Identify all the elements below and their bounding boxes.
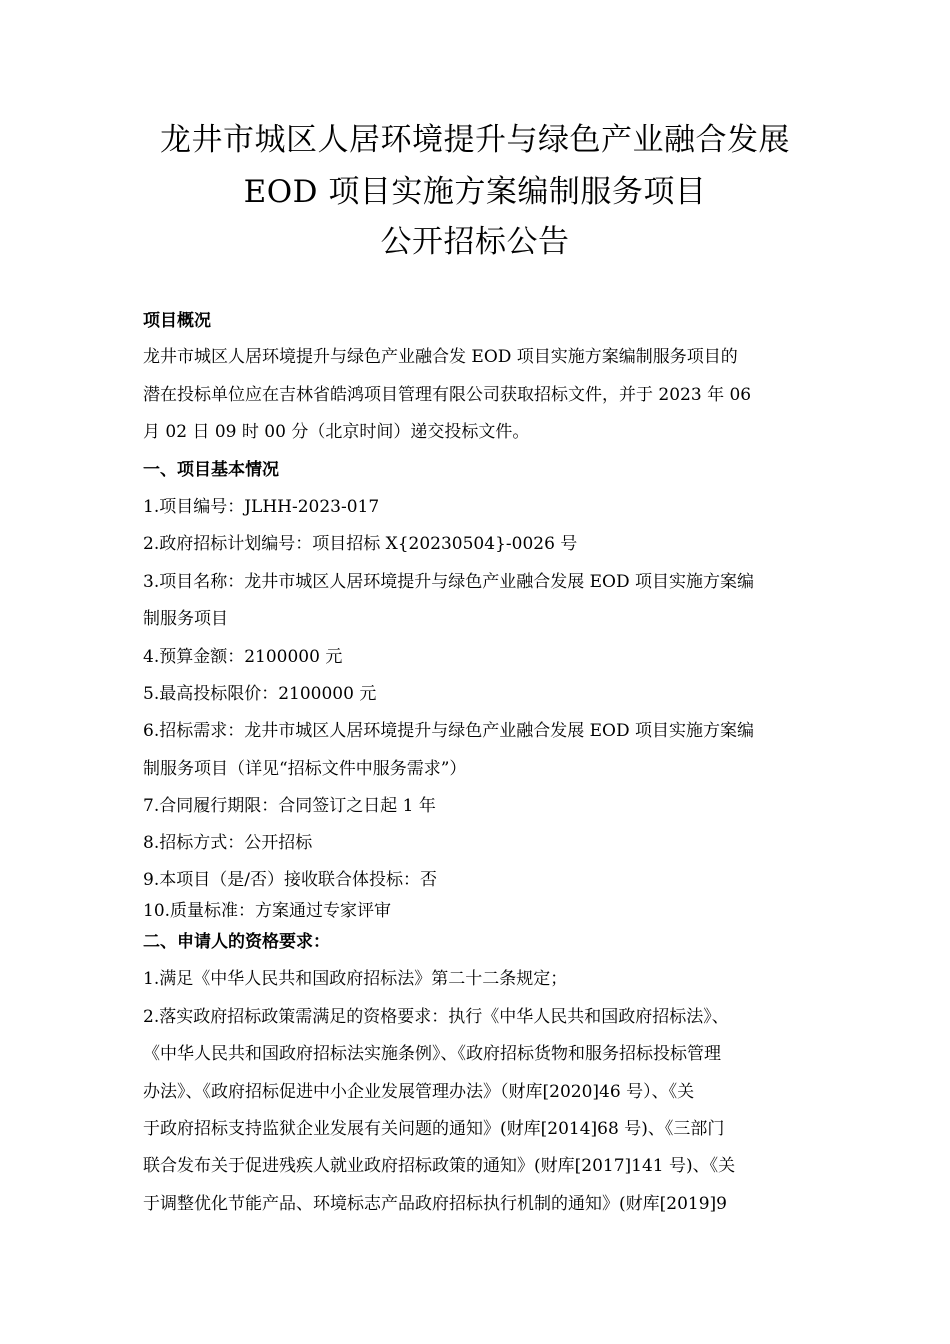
section1-line: 7.合同履行期限：合同签订之日起 1 年 — [143, 796, 436, 816]
section1-heading: 一、项目基本情况 — [143, 460, 279, 480]
section1-line: 3.项目名称：龙井市城区人居环境提升与绿色产业融合发展 EOD 项目实施方案编 — [143, 572, 755, 592]
section1-line: 10.质量标准：方案通过专家评审 — [143, 901, 392, 921]
section1-line: 8.招标方式：公开招标 — [143, 833, 313, 853]
overview-heading: 项目概况 — [143, 311, 211, 331]
section1-line: 制服务项目（详见“招标文件中服务需求”） — [143, 759, 467, 779]
overview-line: 月 02 日 09 时 00 分（北京时间）递交投标文件。 — [143, 422, 530, 442]
section2-line: 《中华人民共和国政府招标法实施条例》、《政府招标货物和服务招标投标管理 — [143, 1044, 721, 1064]
title-text: EOD 项目实施方案编制服务项目 — [243, 174, 707, 210]
title-line-1 — [0, 120, 950, 160]
section1-line: 4.预算金额：2100000 元 — [143, 647, 343, 667]
section1-line: 2.政府招标计划编号：项目招标 X{20230504}-0026 号 — [143, 534, 578, 554]
section2-line: 联合发布关于促进残疾人就业政府招标政策的通知》(财库[2017]141 号)、《关 — [143, 1156, 736, 1176]
section2-line: 2.落实政府招标政策需满足的资格要求：执行《中华人民共和国政府招标法》、 — [143, 1007, 729, 1027]
title-text: 龙井市城区人居环境提升与绿色产业融合发展 — [160, 122, 790, 158]
section1-line: 1.项目编号：JLHH-2023-017 — [143, 497, 380, 517]
overview-line: 潜在投标单位应在吉林省皓鸿项目管理有限公司获取招标文件，并于 2023 年 06 — [143, 385, 752, 405]
section2-line: 于调整优化节能产品、环境标志产品政府招标执行机制的通知》(财库[2019]9 — [143, 1194, 727, 1214]
overview-line: 龙井市城区人居环境提升与绿色产业融合发 EOD 项目实施方案编制服务项目的 — [143, 347, 738, 367]
title-line-3 — [0, 222, 950, 262]
section2-line: 办法》、《政府招标促进中小企业发展管理办法》（财库[2020]46 号）、《关 — [143, 1082, 695, 1102]
section1-line: 9.本项目（是/否）接收联合体投标：否 — [143, 870, 437, 890]
section2-heading: 二、申请人的资格要求： — [143, 932, 330, 952]
title-text: 公开招标公告 — [380, 224, 570, 260]
section1-line: 6.招标需求：龙井市城区人居环境提升与绿色产业融合发展 EOD 项目实施方案编 — [143, 721, 755, 741]
section2-line: 1.满足《中华人民共和国政府招标法》第二十二条规定； — [143, 969, 568, 989]
section1-line: 5.最高投标限价：2100000 元 — [143, 684, 377, 704]
title-line-2 — [0, 172, 950, 212]
section1-line: 制服务项目 — [143, 609, 228, 629]
section2-line: 于政府招标支持监狱企业发展有关问题的通知》(财库[2014]68 号)、《三部门 — [143, 1119, 725, 1139]
